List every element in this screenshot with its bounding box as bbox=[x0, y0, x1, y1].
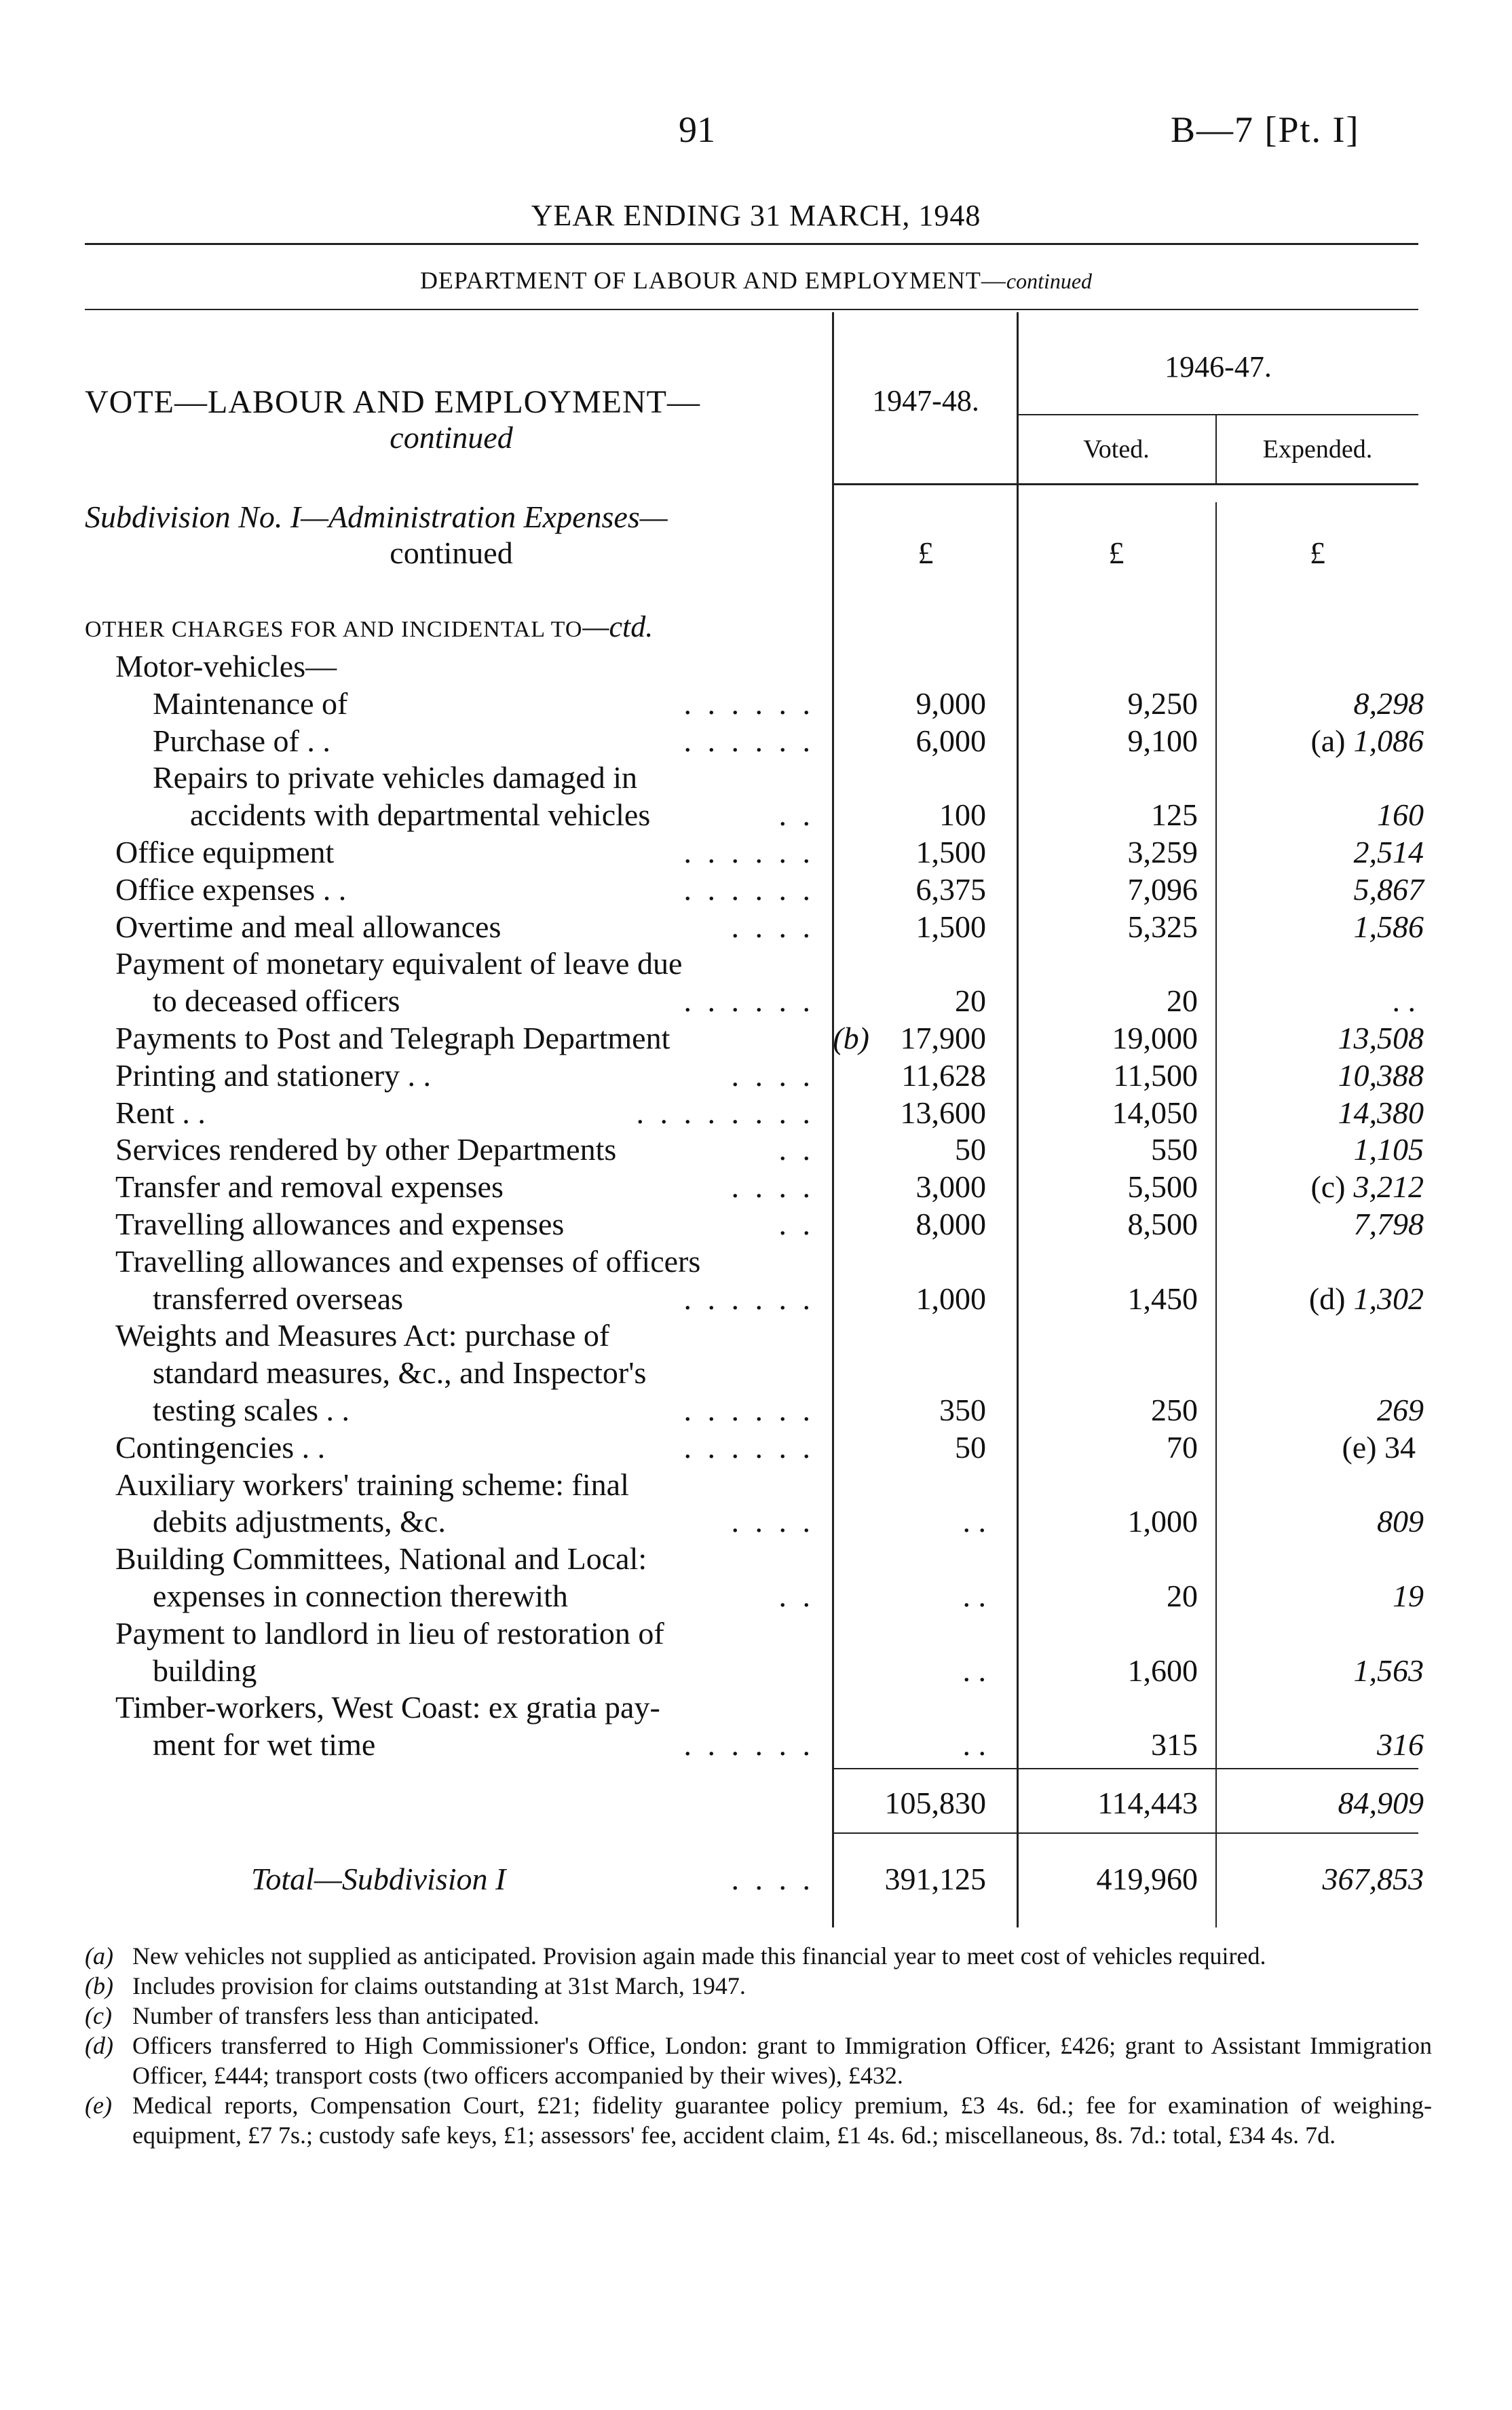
cell-footnote-ref: (e) 34 bbox=[1342, 1430, 1416, 1465]
table-row bbox=[0, 1653, 1512, 1691]
row-leader-dots: . . . . . . bbox=[683, 723, 814, 758]
cell-value: 1,500 bbox=[915, 835, 986, 869]
cell-voted: 1,450 bbox=[1127, 1281, 1198, 1316]
table-row bbox=[0, 909, 1512, 947]
table-row bbox=[0, 1131, 1512, 1169]
cell-voted: 9,100 bbox=[1127, 723, 1198, 758]
table-row bbox=[0, 1503, 1512, 1541]
cell-value: 10,388 bbox=[1338, 1058, 1424, 1093]
cell-expended bbox=[1338, 1020, 1424, 1056]
cell-voted: 125 bbox=[1151, 797, 1198, 832]
footnote bbox=[85, 2090, 1432, 2150]
cell-footnote-ref: (c) bbox=[1310, 1169, 1346, 1204]
row-leader-dots: . . . . bbox=[731, 1169, 814, 1204]
row-leader-dots: . . . . . . bbox=[683, 872, 814, 907]
cell-value: 269 bbox=[1377, 1393, 1424, 1427]
cell-expended bbox=[1310, 1169, 1424, 1205]
cell-expended bbox=[1310, 723, 1424, 759]
header-rule bbox=[85, 243, 1418, 245]
cell-value: . . bbox=[962, 1579, 986, 1613]
cell-expended bbox=[1354, 834, 1424, 870]
table-row bbox=[0, 1020, 1512, 1058]
cell-voted: 8,500 bbox=[1127, 1207, 1198, 1241]
cell-voted: 5,500 bbox=[1127, 1169, 1198, 1204]
cell-value: 809 bbox=[1377, 1504, 1424, 1539]
column-header-expended: Expended. bbox=[1262, 435, 1373, 464]
currency-expended: £ bbox=[1310, 535, 1325, 570]
cell-1947-48 bbox=[916, 834, 987, 870]
cell-voted: 550 bbox=[1151, 1132, 1198, 1167]
cell-value: 20 bbox=[955, 983, 986, 1018]
row-label: Weights and Measures Act: purchase of bbox=[115, 1318, 610, 1353]
cell-voted: 14,050 bbox=[1112, 1095, 1198, 1130]
cell-1947-48 bbox=[916, 1206, 987, 1242]
vote-title: VOTE—LABOUR AND EMPLOYMENT— bbox=[85, 384, 700, 420]
footnote-text: Officers transferred to High Commissioner's Office, London: grant to Immigration Officer, £426; grant to Assistant Immigration Officer, £444; transport costs (two officers accompanied by their wives), £432. bbox=[132, 2032, 1432, 2089]
table-row bbox=[0, 797, 1512, 835]
row-label: Office expenses . . bbox=[115, 872, 347, 907]
total-1947-48: 391,125 bbox=[884, 1862, 986, 1896]
cell-value: 13,600 bbox=[900, 1095, 986, 1130]
cell-1947-48 bbox=[833, 1020, 987, 1056]
cell-1947-48 bbox=[916, 685, 987, 721]
row-leader-dots: . . . . . . bbox=[683, 1281, 814, 1316]
cell-expended bbox=[1354, 685, 1424, 721]
total-label: Total—Subdivision I bbox=[251, 1862, 506, 1896]
footnote-key: (d) bbox=[85, 2032, 113, 2059]
row-label: Office equipment bbox=[115, 835, 335, 869]
row-label: Contingencies . . bbox=[115, 1430, 326, 1465]
cell-voted: 19,000 bbox=[1112, 1021, 1198, 1055]
row-leader-dots: . . . . . . bbox=[683, 835, 814, 869]
cell-expended bbox=[1354, 871, 1424, 907]
cell-1947-48 bbox=[916, 909, 987, 945]
department-title bbox=[0, 266, 1512, 295]
row-label: debits adjustments, &c. bbox=[153, 1504, 446, 1539]
subdivision-continued: continued bbox=[390, 535, 513, 570]
row-label: Purchase of . . bbox=[153, 723, 330, 758]
footnote-text: Includes provision for claims outstanding at 31st March, 1947. bbox=[132, 1972, 746, 1999]
table-row bbox=[0, 1243, 1512, 1281]
row-leader-dots: . . . . . . bbox=[683, 686, 814, 721]
cell-footnote-ref: (d) bbox=[1308, 1281, 1346, 1316]
cell-value: 11,628 bbox=[901, 1058, 986, 1093]
table-row bbox=[0, 685, 1512, 723]
footnote bbox=[85, 2001, 1432, 2031]
cell-expended bbox=[1354, 1131, 1424, 1167]
total-dots: . . . . bbox=[731, 1862, 814, 1896]
section-heading bbox=[85, 609, 653, 644]
row-label: building bbox=[153, 1653, 257, 1688]
row-label: to deceased officers bbox=[153, 983, 400, 1018]
cell-1947-48 bbox=[955, 983, 986, 1019]
table-row bbox=[0, 1095, 1512, 1133]
cell-value: 100 bbox=[939, 797, 986, 832]
table-row bbox=[0, 1169, 1512, 1207]
cell-1947-48 bbox=[955, 1131, 986, 1167]
table-row bbox=[0, 1578, 1512, 1616]
cell-value: 2,514 bbox=[1353, 835, 1424, 869]
cell-voted: 20 bbox=[1167, 1579, 1198, 1613]
footnote bbox=[85, 1941, 1432, 1971]
footnote bbox=[85, 2031, 1432, 2090]
table-row bbox=[0, 723, 1512, 761]
row-label: Transfer and removal expenses bbox=[115, 1169, 504, 1204]
cell-voted: 5,325 bbox=[1127, 909, 1198, 944]
row-leader-dots: . . . . bbox=[731, 1504, 814, 1539]
cell-value: 14,380 bbox=[1338, 1095, 1424, 1130]
cell-value: 1,000 bbox=[915, 1281, 986, 1316]
cell-expended bbox=[1377, 1503, 1424, 1539]
cell-voted: 9,250 bbox=[1127, 686, 1198, 721]
row-label: Motor-vehicles— bbox=[115, 649, 337, 683]
cell-expended bbox=[1377, 1392, 1424, 1428]
cell-voted: 250 bbox=[1151, 1393, 1198, 1427]
table-row bbox=[0, 1206, 1512, 1244]
table-row bbox=[0, 1355, 1512, 1393]
cell-value: 6,000 bbox=[915, 723, 986, 758]
cell-expended bbox=[1338, 1057, 1424, 1093]
total-row bbox=[0, 1861, 1512, 1899]
cell-value: 19 bbox=[1393, 1579, 1424, 1613]
cell-footnote-ref: (b) bbox=[833, 1021, 869, 1055]
cell-value: 160 bbox=[1377, 797, 1424, 832]
subtotal-rule bbox=[833, 1768, 1418, 1769]
table-row bbox=[0, 1541, 1512, 1579]
row-label: Services rendered by other Departments bbox=[115, 1132, 617, 1167]
cell-value: 1,086 bbox=[1353, 723, 1424, 758]
department-continued: continued bbox=[1006, 269, 1093, 293]
footnote-text: Number of transfers less than anticipated. bbox=[132, 2002, 540, 2029]
cell-1947-48 bbox=[939, 1392, 986, 1428]
cell-voted: 7,096 bbox=[1127, 872, 1198, 907]
cell-expended bbox=[1393, 1578, 1424, 1614]
cell-value: 6,375 bbox=[915, 872, 986, 907]
cell-value: 1,105 bbox=[1353, 1132, 1424, 1167]
cell-expended bbox=[1377, 1727, 1424, 1763]
department-name: DEPARTMENT OF LABOUR AND EMPLOYMENT— bbox=[419, 267, 1006, 294]
row-label: Maintenance of bbox=[153, 686, 348, 721]
table-row bbox=[0, 983, 1512, 1021]
table-row bbox=[0, 1281, 1512, 1319]
row-label: Overtime and meal allowances bbox=[115, 909, 502, 944]
footnote-key: (c) bbox=[85, 2002, 112, 2029]
column-header-voted: Voted. bbox=[1083, 435, 1150, 464]
cell-voted: 20 bbox=[1167, 983, 1198, 1018]
cell-value: 50 bbox=[955, 1132, 986, 1167]
subtotal-expended: 84,909 bbox=[1338, 1786, 1424, 1820]
row-leader-dots: . . bbox=[778, 1132, 814, 1167]
cell-value: 8,298 bbox=[1353, 686, 1424, 721]
cell-value: 1,563 bbox=[1353, 1653, 1424, 1688]
cell-value: 17,900 bbox=[900, 1021, 986, 1055]
table-row bbox=[0, 759, 1512, 797]
cell-expended bbox=[1354, 1653, 1424, 1689]
cell-value: 13,508 bbox=[1338, 1021, 1424, 1055]
row-label: Printing and stationery . . bbox=[115, 1058, 432, 1093]
cell-value: 316 bbox=[1377, 1727, 1424, 1762]
column-header-1947-48: 1947-48. bbox=[872, 384, 979, 417]
department-rule bbox=[85, 309, 1418, 310]
row-label: Payment of monetary equivalent of leave due bbox=[115, 946, 683, 981]
table-row bbox=[0, 1467, 1512, 1505]
footnote-key: (b) bbox=[85, 1972, 113, 1999]
table-row bbox=[0, 871, 1512, 909]
row-label: Repairs to private vehicles damaged in bbox=[153, 760, 638, 795]
row-leader-dots: . . . . bbox=[731, 1058, 814, 1093]
footnote-key: (a) bbox=[85, 1942, 113, 1970]
cell-value: 7,798 bbox=[1353, 1207, 1424, 1241]
row-leader-dots: . . . . . . bbox=[683, 1430, 814, 1465]
currency-1947-48: £ bbox=[918, 535, 934, 570]
table-row bbox=[0, 834, 1512, 872]
column-group-1946-47: 1946-47. bbox=[1165, 350, 1272, 383]
cell-expended bbox=[1354, 1206, 1424, 1242]
row-label: Timber-workers, West Coast: ex gratia pay- bbox=[115, 1690, 660, 1725]
total-rule bbox=[833, 1832, 1418, 1834]
section-heading-caps: OTHER CHARGES FOR AND INCIDENTAL TO bbox=[85, 617, 583, 642]
table-row bbox=[0, 1057, 1512, 1095]
row-label: testing scales . . bbox=[153, 1393, 349, 1427]
table-row bbox=[0, 648, 1512, 686]
page-title: YEAR ENDING 31 MARCH, 1948 bbox=[531, 199, 981, 232]
row-leader-dots: . . bbox=[778, 1207, 814, 1241]
row-leader-dots: . . . . bbox=[731, 909, 814, 944]
cell-voted: 3,259 bbox=[1127, 835, 1198, 869]
cell-value: 5,867 bbox=[1353, 872, 1424, 907]
cell-value: . . bbox=[962, 1653, 986, 1688]
cell-voted: 1,600 bbox=[1127, 1653, 1198, 1688]
cell-1947-48 bbox=[916, 1281, 987, 1317]
cell-value: 350 bbox=[939, 1393, 986, 1427]
cell-voted: 70 bbox=[1167, 1430, 1198, 1465]
table-row bbox=[0, 1392, 1512, 1430]
table-row bbox=[0, 1689, 1512, 1727]
cell-expended bbox=[1342, 1429, 1424, 1465]
footnote bbox=[85, 1971, 1432, 2001]
cell-footnote-ref: . . bbox=[1392, 983, 1416, 1018]
cell-value: 3,212 bbox=[1353, 1169, 1424, 1204]
page-number: 91 bbox=[679, 109, 715, 150]
row-label: expenses in connection therewith bbox=[153, 1579, 568, 1613]
table-row bbox=[0, 945, 1512, 983]
cell-footnote-ref: (a) bbox=[1310, 723, 1346, 758]
row-label: transferred overseas bbox=[153, 1281, 404, 1316]
cell-1947-48 bbox=[916, 1169, 987, 1205]
row-label: Travelling allowances and expenses of officers bbox=[115, 1244, 701, 1279]
total-expended: 367,853 bbox=[1322, 1862, 1424, 1896]
cell-value: 9,000 bbox=[915, 686, 986, 721]
row-leader-dots: . . . . . . bbox=[683, 1727, 814, 1762]
cell-value: . . bbox=[962, 1504, 986, 1539]
currency-voted: £ bbox=[1108, 535, 1124, 570]
column-header-rule bbox=[833, 483, 1418, 485]
row-leader-dots: . . bbox=[778, 797, 814, 832]
subtotal-row bbox=[0, 1785, 1512, 1823]
cell-expended bbox=[1338, 1095, 1424, 1131]
subtotal-voted: 114,443 bbox=[1097, 1786, 1198, 1820]
row-label: ment for wet time bbox=[153, 1727, 376, 1762]
total-voted: 419,960 bbox=[1096, 1862, 1198, 1896]
row-label: standard measures, &c., and Inspector's bbox=[153, 1355, 647, 1390]
footnotes bbox=[85, 1941, 1432, 2150]
cell-expended bbox=[1393, 983, 1424, 1019]
cell-value: 1,302 bbox=[1353, 1281, 1424, 1316]
footnote-key: (e) bbox=[85, 2092, 112, 2119]
cell-voted: 1,000 bbox=[1127, 1504, 1198, 1539]
row-label: Payment to landlord in lieu of restoration of bbox=[115, 1616, 664, 1651]
cell-1947-48 bbox=[963, 1503, 987, 1539]
row-leader-dots: . . bbox=[778, 1579, 814, 1613]
subdivision-title: Subdivision No. I—Administration Expenses— bbox=[85, 500, 668, 534]
row-label: Travelling allowances and expenses bbox=[115, 1207, 565, 1241]
cell-1947-48 bbox=[963, 1578, 987, 1614]
cell-1947-48 bbox=[963, 1727, 987, 1763]
row-leader-dots: . . . . . . bbox=[683, 983, 814, 1018]
cell-expended bbox=[1377, 797, 1424, 833]
section-heading-ctd: —ctd. bbox=[582, 610, 654, 643]
row-leader-dots: . . . . . . . . bbox=[636, 1095, 814, 1130]
table-row bbox=[0, 1317, 1512, 1355]
row-label: Auxiliary workers' training scheme: final bbox=[115, 1467, 629, 1502]
cell-voted: 11,500 bbox=[1113, 1058, 1198, 1093]
cell-value: 1,586 bbox=[1353, 909, 1424, 944]
cell-expended bbox=[1354, 909, 1424, 945]
row-label: Rent . . bbox=[115, 1095, 206, 1130]
cell-value: . . bbox=[962, 1727, 986, 1762]
cell-1947-48 bbox=[939, 797, 986, 833]
cell-voted: 315 bbox=[1151, 1727, 1198, 1762]
table-row bbox=[0, 1429, 1512, 1467]
page-reference: B—7 [Pt. I] bbox=[1171, 109, 1360, 150]
cell-value: 3,000 bbox=[915, 1169, 986, 1204]
vote-title-continued: continued bbox=[390, 420, 513, 455]
cell-value: 1,500 bbox=[915, 909, 986, 944]
cell-value: 50 bbox=[955, 1430, 986, 1465]
footnote-text: New vehicles not supplied as anticipated. Provision again made this financial year to meet cost of vehicles required. bbox=[132, 1942, 1266, 1970]
column-rule-voted-expended-header bbox=[1215, 415, 1217, 483]
table-row bbox=[0, 1727, 1512, 1765]
row-label: Building Committees, National and Local: bbox=[115, 1541, 647, 1576]
cell-1947-48 bbox=[901, 1057, 986, 1093]
row-leader-dots: . . . . . . bbox=[683, 1393, 814, 1427]
cell-value: 8,000 bbox=[915, 1207, 986, 1241]
cell-1947-48 bbox=[916, 871, 987, 907]
cell-1947-48 bbox=[963, 1653, 987, 1689]
row-label: Payments to Post and Telegraph Department bbox=[115, 1021, 670, 1055]
cell-expended bbox=[1309, 1281, 1424, 1317]
subtotal-1947-48: 105,830 bbox=[884, 1786, 986, 1820]
cell-1947-48 bbox=[901, 1095, 987, 1131]
row-label: accidents with departmental vehicles bbox=[190, 797, 651, 832]
table-row bbox=[0, 1615, 1512, 1653]
cell-1947-48 bbox=[916, 723, 987, 759]
cell-1947-48 bbox=[955, 1429, 986, 1465]
footnote-text: Medical reports, Compensation Court, £21; fidelity guarantee policy premium, £3 4s. 6d.; fee for examination of weighing-equipment, £7 7s.; custody safe keys, £1; assessors' fee, accident claim, £1 4s. 6d.; miscellaneous, 8s. 7d.: total, £34 4s. 7d. bbox=[132, 2092, 1432, 2149]
column-group-rule bbox=[1018, 414, 1418, 415]
